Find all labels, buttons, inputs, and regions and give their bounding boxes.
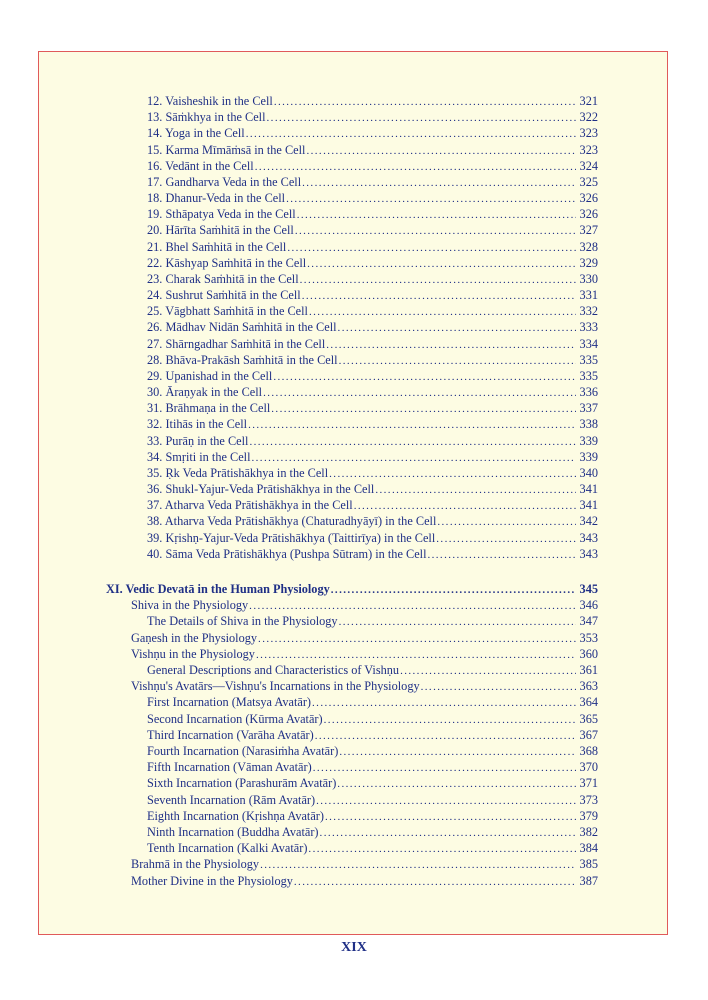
toc-entry-page: 337 [579,401,598,416]
toc-entry[interactable] [147,808,598,824]
toc-entry-title: Ninth Incarnation (Buddha Avatār) [147,825,319,839]
dot-leader [339,744,576,760]
toc-entry-title: Vishṇu in the Physiology [131,646,255,661]
toc-entry-title: 29. Upanishad in the Cell [147,368,273,383]
toc-entry[interactable] [106,581,598,597]
toc-entry-title: Tenth Incarnation (Kalki Avatār) [147,841,308,856]
toc-entry[interactable] [147,400,598,416]
toc-entry[interactable] [131,873,598,889]
toc-entry-page: 323 [579,142,598,157]
toc-entry-title: Gaṇesh in the Physiology [131,630,258,645]
dot-leader [316,793,576,809]
toc-entry[interactable] [147,239,598,255]
toc-entry-title: 22. Kāshyap Saṁhitā in the Cell [147,255,307,270]
toc-entry-title: Second Incarnation (Kūrma Avatār) [147,711,323,726]
toc-entry-page: 334 [579,336,598,351]
toc-entry-title: 26. Mādhav Nidān Saṁhitā in the Cell [147,320,337,335]
toc-entry-title: 36. Shukl-Yajur-Veda Prātishākhya in the Cell [147,482,375,497]
toc-entry[interactable] [147,662,598,678]
toc-entry-title: 39. Kṛishṇ-Yajur-Veda Prātishākhya (Taittirīya) in the Cell [147,530,436,545]
dot-leader [306,143,576,159]
toc-entry-page: 331 [579,288,598,303]
toc-entry[interactable] [131,597,598,613]
toc-entry-page: 343 [579,530,598,545]
toc-entry[interactable] [147,840,598,856]
dot-leader [325,809,576,825]
toc-entry-page: 322 [579,110,598,125]
toc-entry-page: 335 [579,352,598,367]
dot-leader [246,126,576,142]
dot-leader [339,353,576,369]
toc-entry-page: 332 [579,304,598,319]
dot-leader [302,175,576,191]
dot-leader [287,240,576,256]
toc-entry-title: 21. Bhel Saṁhitā in the Cell [147,239,287,254]
toc-entry-page: 345 [579,582,598,596]
toc-entry[interactable] [147,792,598,808]
toc-entry-title: Seventh Incarnation (Rām Avatār) [147,792,316,807]
toc-entry[interactable] [147,222,598,238]
toc-entry[interactable] [147,319,598,335]
toc-entry-title: 24. Sushrut Saṁhitā in the Cell [147,288,301,303]
toc-entry-title: Vishṇu's Avatārs—Vishṇu's Incarnations in the Physiology [131,679,420,694]
toc-entry[interactable] [147,255,598,271]
toc-entry-page: 353 [579,630,598,645]
toc-entry-page: 379 [579,808,598,823]
dot-leader [248,417,576,433]
toc-entry[interactable] [147,125,598,141]
dot-leader [273,369,576,385]
toc-entry-title: 23. Charak Saṁhitā in the Cell [147,271,299,286]
toc-entry-title: Brahmā in the Physiology [131,857,260,872]
dot-leader [338,320,576,336]
toc-entry-page: 330 [579,271,598,286]
toc-entry-page: 387 [579,873,598,888]
dot-leader [267,110,576,126]
dot-leader [421,679,576,695]
toc-entry[interactable] [147,93,598,109]
dot-leader [252,450,577,466]
toc-entry[interactable] [147,336,598,352]
toc-entry[interactable] [147,271,598,287]
toc-entry-title: The Details of Shiva in the Physiology [147,614,338,629]
toc-entry-page: 326 [579,207,598,222]
toc-entry-page: 385 [579,857,598,872]
toc-entry[interactable] [147,174,598,190]
dot-leader [436,531,576,547]
toc-entry-title: Fifth Incarnation (Vāman Avatār) [147,760,312,775]
toc-entry-page: 340 [579,465,598,480]
toc-entry[interactable] [147,142,598,158]
dot-leader [260,857,576,873]
toc-entry-title: General Descriptions and Characteristics of Vishṇu [147,663,400,677]
toc-entry[interactable] [131,856,598,872]
toc-entry-page: 343 [579,546,598,561]
toc-entry[interactable] [147,497,598,513]
dot-leader [263,385,576,401]
toc-entry[interactable] [147,513,598,529]
toc-entry[interactable] [147,109,598,125]
toc-entry-title: 14. Yoga in the Cell [147,126,245,141]
dot-leader [339,614,576,630]
toc-entry-page: 368 [579,744,598,758]
toc-entry-title: 15. Karma Mīmāṁsā in the Cell [147,142,306,157]
toc-entry-page: 346 [579,598,598,613]
dot-leader [307,256,576,272]
dot-leader [297,207,576,223]
dot-leader [286,191,576,207]
toc-entry[interactable] [147,481,598,497]
toc-entry[interactable] [147,287,598,303]
toc-entry-title: Sixth Incarnation (Parashurām Avatār) [147,776,337,791]
toc-entry[interactable] [147,465,598,481]
toc-entry-page: 373 [579,792,598,807]
toc-entry[interactable] [147,775,598,791]
toc-entry-title: Shiva in the Physiology [131,598,249,613]
toc-entry-page: 384 [579,841,598,856]
dot-leader [249,434,576,450]
toc-entry[interactable] [147,303,598,319]
dot-leader [375,482,576,498]
dot-leader [300,272,576,288]
toc-entry-page: 326 [579,191,598,206]
toc-entry-page: 338 [579,417,598,432]
toc-entry[interactable] [131,630,598,646]
toc-entry-title: 12. Vaisheshik in the Cell [147,94,273,108]
dot-leader [400,663,576,679]
toc-entry-page: 329 [579,255,598,270]
dot-leader [295,223,576,239]
toc-entry-title: 28. Bhāva-Prakāsh Saṁhitā in the Cell [147,352,338,367]
dot-leader [308,841,576,857]
toc-entry-page: 367 [579,727,598,742]
toc-entry[interactable] [147,759,598,775]
toc-entry[interactable] [147,530,598,546]
toc-entry-page: 321 [579,94,598,108]
toc-entry-page: 339 [579,449,598,464]
toc-entry[interactable] [147,384,598,400]
toc-entry[interactable] [131,646,598,662]
dot-leader [255,159,576,175]
toc-entry-title: Mother Divine in the Physiology [131,873,293,888]
toc-entry[interactable] [147,546,598,562]
dot-leader [354,498,576,514]
toc-entry[interactable] [147,190,598,206]
toc-entry-title: 33. Purāṇ in the Cell [147,433,249,448]
toc-entry-page: 341 [579,498,598,513]
toc-entry-title: 16. Vedānt in the Cell [147,158,254,173]
dot-leader [315,728,576,744]
toc-entry-title: First Incarnation (Matsya Avatār) [147,695,312,710]
dot-leader [324,712,576,728]
toc-entry-title: Third Incarnation (Varāha Avatār) [147,727,314,742]
toc-entry-title: 20. Hārīta Saṁhitā in the Cell [147,223,294,238]
toc-entry-title: 31. Brāhmaṇa in the Cell [147,401,271,416]
toc-entry-page: 325 [579,174,598,189]
toc-entry[interactable] [147,158,598,174]
toc-entry-title: 38. Atharva Veda Prātishākhya (Chaturadhyāyī) in the Cell [147,514,437,529]
toc-entry[interactable] [147,416,598,432]
dot-leader [326,337,576,353]
toc-entry[interactable] [147,694,598,710]
toc-entry[interactable] [147,613,598,629]
dot-leader [271,401,576,417]
toc-entry-title: 35. Ṛk Veda Prātishākhya in the Cell [147,465,329,480]
toc-entry-page: 347 [579,614,598,629]
toc-entry-page: 342 [579,514,598,529]
toc-entry-page: 361 [579,663,598,677]
toc-entry-page: 333 [579,320,598,335]
toc-entry-page: 370 [579,760,598,775]
toc-entry[interactable] [147,352,598,368]
toc-entry-page: 360 [579,646,598,661]
dot-leader [249,598,576,614]
dot-leader [337,776,576,792]
dot-leader [313,760,576,776]
toc-entry-title: 30. Āraṇyak in the Cell [147,385,263,400]
toc-entry-title: 40. Sāma Veda Prātishākhya (Pushpa Sūtram) in the Cell [147,546,427,561]
toc-entry-page: 365 [579,711,598,726]
toc-entry[interactable] [147,743,598,759]
toc-entry[interactable] [147,727,598,743]
toc-entry-title: 25. Vāgbhatt Saṁhitā in the Cell [147,304,308,319]
toc-entry[interactable] [147,824,598,840]
toc-entry-page: 341 [579,482,598,497]
toc-entry[interactable] [147,711,598,727]
toc-entry-page: 382 [579,825,598,839]
toc-entry[interactable] [147,206,598,222]
toc-entry-page: 335 [579,368,598,383]
dot-leader [294,874,576,890]
toc-entry-page: 364 [579,695,598,710]
toc-entry-title: XI. Vedic Devatā in the Human Physiology [106,582,330,596]
dot-leader [258,631,576,647]
dot-leader [331,582,576,598]
dot-leader [320,825,576,841]
dot-leader [329,466,576,482]
dot-leader [309,304,576,320]
toc-entry[interactable] [131,678,598,694]
dot-leader [256,647,576,663]
toc-entry-title: 37. Atharva Veda Prātishākhya in the Cell [147,498,353,513]
toc-entry-title: Fourth Incarnation (Narasiṁha Avatār) [147,744,339,758]
toc-entry-page: 371 [579,776,598,791]
toc-entry-page: 363 [579,679,598,694]
toc-entry-title: 27. Shārngadhar Saṁhitā in the Cell [147,336,326,351]
toc-entry-page: 324 [579,158,598,173]
toc-entry[interactable] [147,433,598,449]
toc-entry-title: 32. Itihās in the Cell [147,417,248,432]
page-number: XIX [341,940,367,955]
toc-entry[interactable] [147,449,598,465]
dot-leader [274,94,576,110]
toc-entry-page: 327 [579,223,598,238]
toc-entry-title: 34. Smṛiti in the Cell [147,449,251,464]
dot-leader [437,514,576,530]
toc-entry-title: 19. Sthāpatya Veda in the Cell [147,207,296,222]
toc-entry[interactable] [147,368,598,384]
toc-entry-title: Eighth Incarnation (Kṛishṇa Avatār) [147,808,324,823]
dot-leader [427,547,576,563]
toc-entry-title: 18. Dhanur-Veda in the Cell [147,191,286,206]
toc-entry-page: 336 [579,385,598,400]
toc-entry-page: 328 [579,239,598,254]
toc-entry-title: 13. Sāṁkhya in the Cell [147,110,266,125]
dot-leader [302,288,576,304]
dot-leader [312,695,576,711]
toc-entry-page: 339 [579,433,598,448]
toc-entry-page: 323 [579,126,598,141]
toc-entry-title: 17. Gandharva Veda in the Cell [147,174,302,189]
